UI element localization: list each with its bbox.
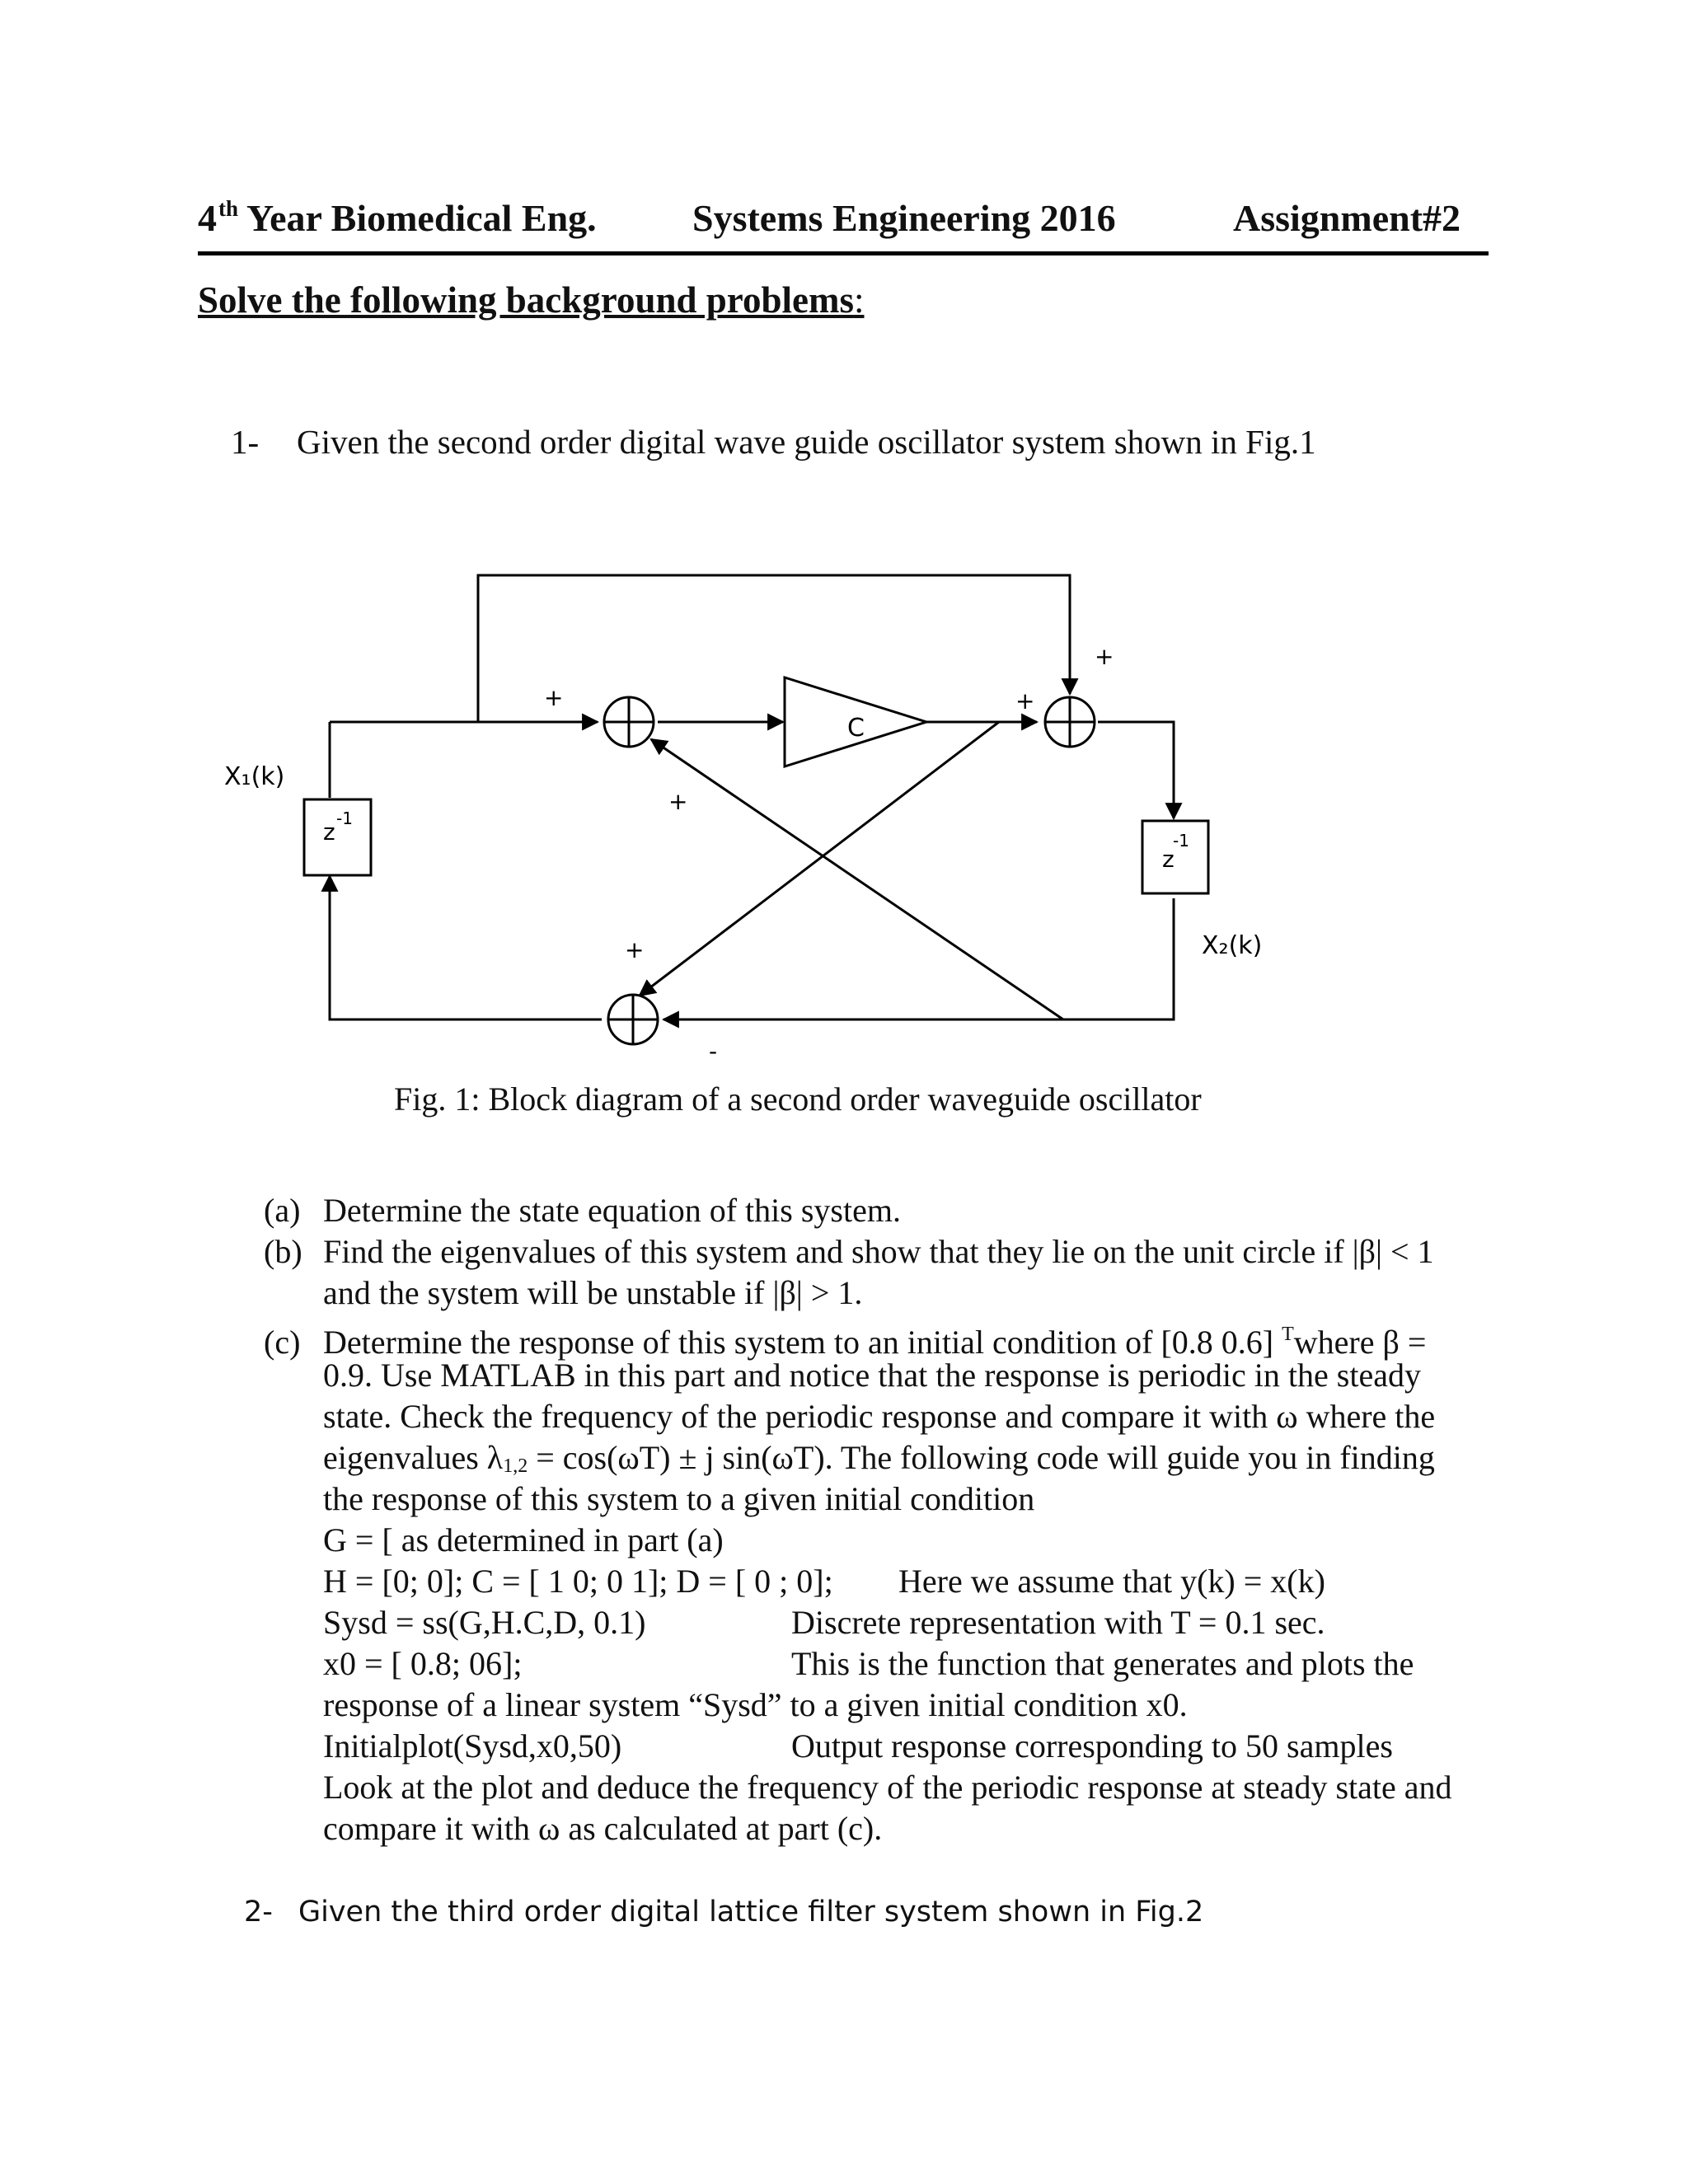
code-line-2: H = [0; 0]; C = [ 1 0; 0 1]; D = [ 0 ; 0]; Here we assume that y(k) = x(k) [323, 1563, 1325, 1600]
part-c-line4: eigenvalues $\lambda_{1,2} = \cos(\omega T) \pm j$ sin(ωT). The following code will guide you in finding [323, 1439, 1435, 1477]
summer-3 [608, 995, 658, 1044]
part-c-line3: state. Check the frequency of the periodic response and compare it with ω where the [323, 1398, 1436, 1435]
figure-caption: Fig. 1: Block diagram of a second order waveguide oscillator [394, 1080, 1202, 1118]
top-feedback-path [478, 575, 1070, 722]
code-line-4: x0 = [ 0.8; 06]; This is the function that generates and plots the [323, 1645, 1414, 1682]
delay-right-exp: -1 [1173, 831, 1189, 851]
question-1: 1- Given the second order digital wave guide oscillator system shown in Fig.1 [231, 423, 1316, 461]
sign-s2-top: + [1095, 643, 1114, 670]
header-assignment: Assignment#2 [1233, 197, 1461, 239]
section-title: Solve the following background problems: [198, 279, 865, 321]
header-subject: Systems Engineering 2016 [692, 197, 1116, 239]
summer-2 [1045, 697, 1095, 747]
code-line-7: Look at the plot and deduce the frequency of the periodic response at steady state and [323, 1769, 1452, 1806]
sign-s3-top: + [625, 936, 645, 963]
sign-s2-left: + [1015, 687, 1035, 715]
code-line-6: Initialplot(Sysd,x0,50) Output response corresponding to 50 samples [323, 1727, 1393, 1765]
part-c-line2: 0.9. Use MATLAB in this part and notice that the response is periodic in the steady [323, 1357, 1421, 1394]
delay-right-base: z [1162, 846, 1175, 873]
part-b-line2: and the system will be unstable if |β| > 1. [323, 1274, 863, 1311]
code-line-1: G = [ as determined in part (a) [323, 1521, 724, 1558]
question-2: 2- Given the third order digital lattice filter system shown in Fig.2 [244, 1896, 1204, 1929]
x1-label: X₁(k) [224, 762, 285, 791]
delay-left-exp: -1 [336, 808, 353, 828]
gain-label: C [847, 714, 865, 743]
part-a: (a) Determine the state equation of this system. [264, 1192, 901, 1229]
sign-s1-top: + [544, 684, 564, 711]
sign-s3-bottom: - [709, 1038, 718, 1065]
summer-1 [604, 697, 654, 747]
header-course: 4th Year Biomedical Eng. [198, 196, 597, 239]
code-line-3: Sysd = ss(G,H.C,D, 0.1) Discrete representation with T = 0.1 sec. [323, 1604, 1325, 1641]
x2-label: X₂(k) [1202, 931, 1263, 960]
code-line-5: response of a linear system “Sysd” to a given initial condition x0. [323, 1686, 1188, 1723]
part-c-line1: (c) Determine the response of this system to an initial condition of [0.8 0.6] $^T$where β = [264, 1324, 1427, 1361]
sign-s1-bottom: + [668, 788, 688, 815]
part-c-line5: the response of this system to a given initial condition [323, 1480, 1035, 1517]
delay-left-base: z [323, 818, 335, 846]
code-line-8: compare it with ω as calculated at part (c). [323, 1810, 883, 1847]
question-body [264, 1190, 1500, 1849]
part-b-line1: (b) Find the eigenvalues of this system and show that they lie on the unit circle if |β| < 1 [264, 1233, 1434, 1270]
